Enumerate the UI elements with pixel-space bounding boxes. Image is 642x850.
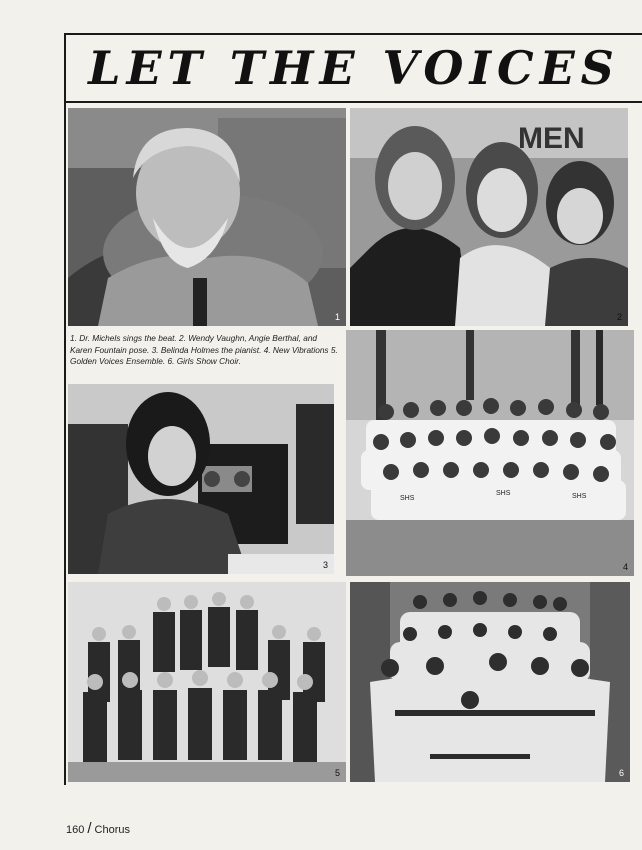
- banner-text: MEN: [518, 122, 585, 155]
- page-title: LET THE VOICES: [88, 41, 620, 95]
- section-name: Chorus: [94, 824, 130, 836]
- page-folio: [66, 820, 130, 837]
- photo-number: 1: [334, 312, 340, 322]
- photo-number: 3: [322, 560, 328, 570]
- photo-6-girls-show-choir: [350, 582, 630, 782]
- photo-caption: 1. Dr. Michels sings the beat. 2. Wendy Vaughn, Angie Berthal, and Karen Fountain pose. 3. Belinda Holmes the pianist. 4. New Vibrations 5. Golden Voices Ensemble. 6. Girls Show Choir.: [70, 333, 338, 366]
- photo-number: 2: [616, 312, 622, 322]
- shirt-text: SHS: [496, 490, 511, 497]
- shirt-text: SHS: [572, 493, 587, 500]
- photo-2-three-girls: [350, 108, 628, 326]
- photo-number: 4: [622, 562, 628, 572]
- photo-number: 6: [618, 768, 624, 778]
- photo-4-new-vibrations: [346, 330, 634, 576]
- photo-1-teacher: [68, 108, 346, 326]
- photo-3-pianist: [68, 384, 334, 574]
- folio-slash: /: [87, 820, 92, 837]
- page-number: 160: [66, 824, 85, 836]
- photo-5-golden-voices: [68, 582, 346, 782]
- title-band: [66, 35, 642, 103]
- photo-number: 5: [334, 768, 340, 778]
- shirt-text: SHS: [400, 495, 415, 502]
